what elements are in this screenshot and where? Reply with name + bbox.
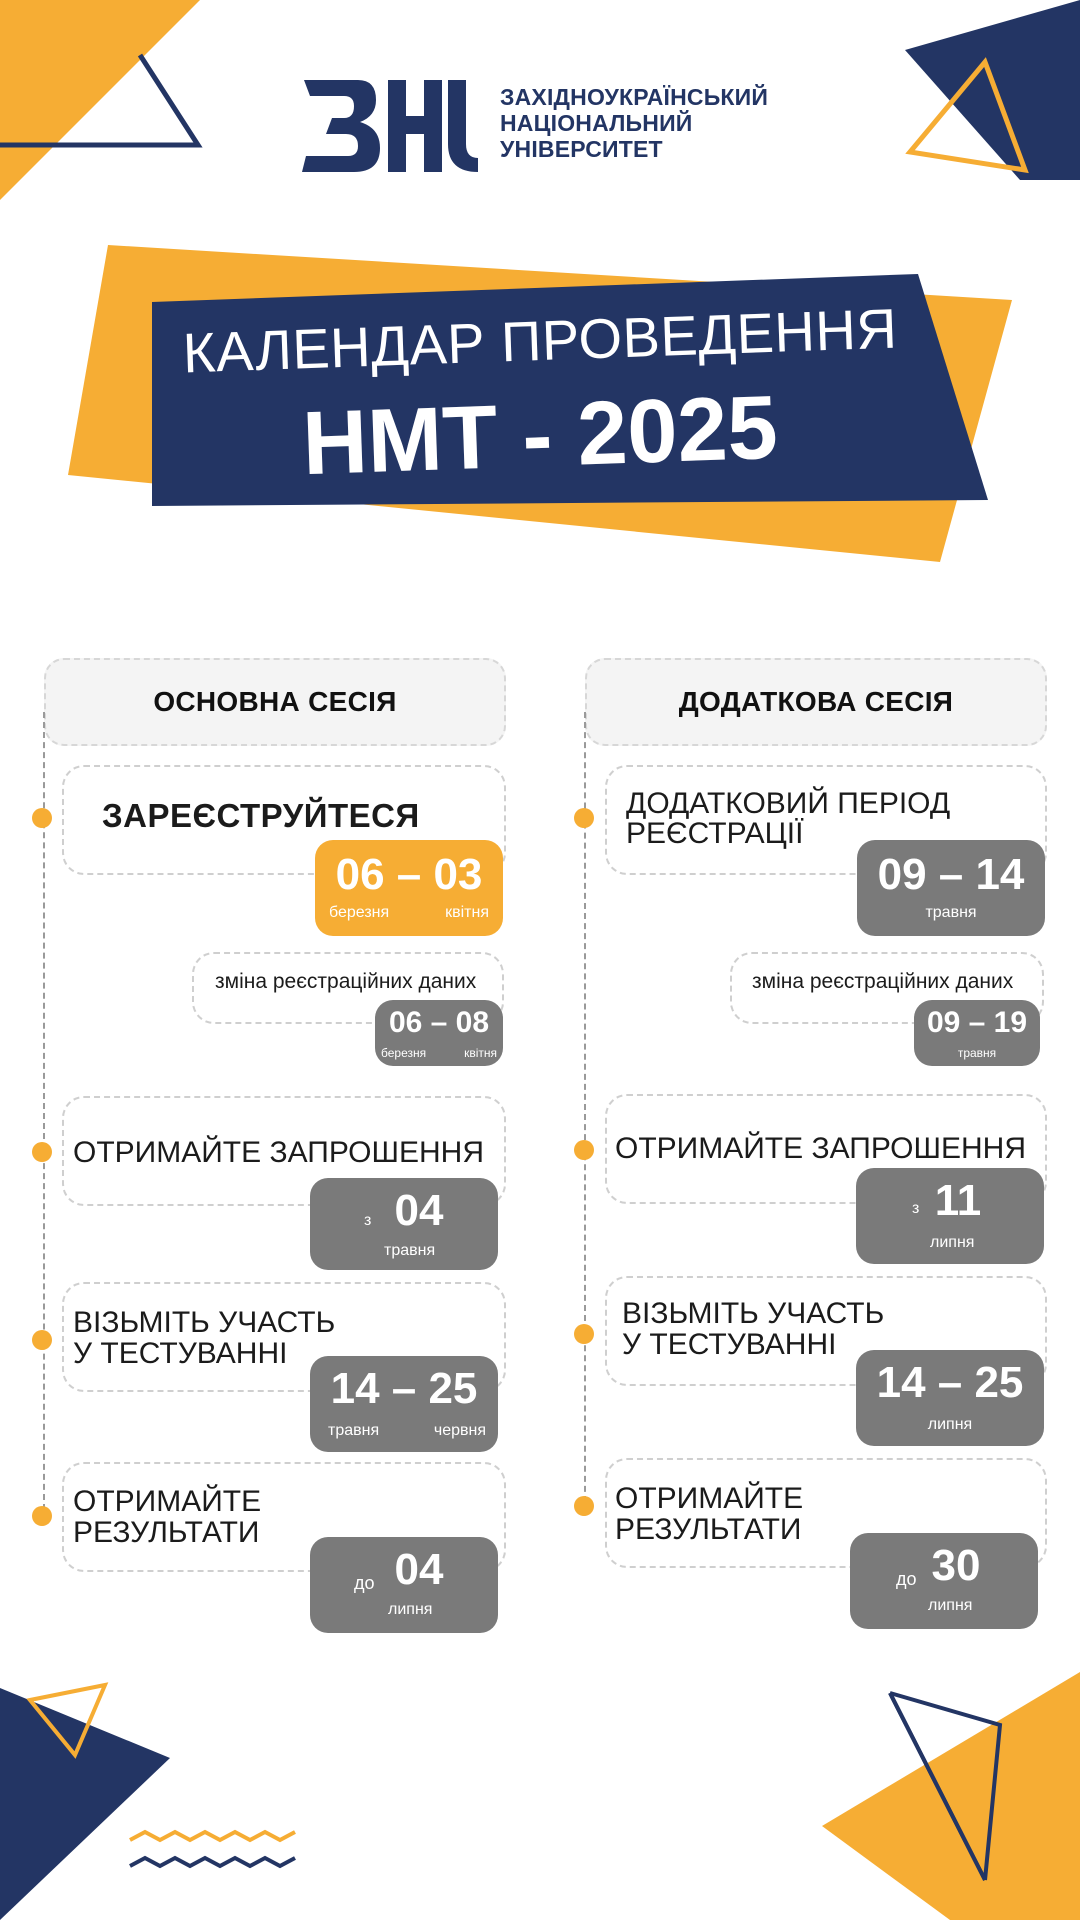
extra-session-header-label: ДОДАТКОВА СЕСІЯ (678, 686, 954, 717)
extra-register-month: травня (925, 904, 977, 921)
main-register-month-end: квітня (445, 904, 489, 921)
main-session-header-label: ОСНОВНА СЕСІЯ (153, 686, 397, 717)
main-test-label-line-2: У ТЕСТУВАННІ (73, 1337, 288, 1370)
extra-results-prefix: до (896, 1569, 917, 1589)
timeline-dot (32, 1506, 52, 1526)
main-results-label-line-2: РЕЗУЛЬТАТИ (73, 1516, 260, 1549)
extra-change-date: 09 – 19 (926, 1006, 1028, 1039)
timeline-dot (32, 808, 52, 828)
extra-change-label: зміна реєстраційних даних (752, 970, 1014, 993)
extra-invite-month: липня (930, 1234, 975, 1251)
main-change-label: зміна реєстраційних даних (215, 970, 477, 993)
extra-test-label-line-2: У ТЕСТУВАННІ (622, 1328, 837, 1361)
university-name-line-2: НАЦІОНАЛЬНИЙ (500, 110, 693, 136)
extra-results-label-line-1: ОТРИМАЙТЕ (615, 1482, 804, 1515)
extra-test-date: 14 – 25 (876, 1358, 1024, 1407)
extra-invite-date: 11 (934, 1176, 982, 1225)
extra-change-month: травня (957, 1046, 997, 1060)
page-title-line-2: НМТ - 2025 (300, 377, 780, 495)
main-register-label: ЗАРЕЄСТРУЙТЕСЯ (102, 797, 420, 834)
extra-session-timeline (584, 712, 586, 1512)
extra-session-header (585, 658, 1047, 746)
main-results-prefix: до (354, 1573, 375, 1593)
main-invite-date: 04 (394, 1186, 444, 1235)
page-title-line-1: КАЛЕНДАР ПРОВЕДЕННЯ (181, 296, 899, 385)
main-test-date: 14 – 25 (330, 1364, 478, 1413)
main-register-date-badge (315, 840, 503, 936)
extra-results-month: липня (928, 1597, 973, 1614)
university-logo-icon (296, 72, 486, 182)
extra-test-month: липня (927, 1416, 973, 1433)
extra-register-date-badge (857, 840, 1045, 936)
main-invite-month: травня (384, 1242, 436, 1259)
main-results-date-badge (310, 1537, 498, 1633)
main-invite-label: ОТРИМАЙТЕ ЗАПРОШЕННЯ (73, 1136, 485, 1169)
timeline-dot (574, 1496, 594, 1516)
main-change-date-badge (375, 1000, 503, 1066)
main-register-month-start: березня (329, 904, 390, 921)
main-test-label-line-1: ВІЗЬМІТЬ УЧАСТЬ (73, 1306, 336, 1339)
extra-results-label-line-2: РЕЗУЛЬТАТИ (615, 1513, 802, 1546)
extra-results-date: 30 (931, 1541, 981, 1590)
main-session-header (44, 658, 506, 746)
main-invite-prefix: з (364, 1212, 372, 1229)
main-test-month-start: травня (328, 1422, 380, 1439)
extra-test-label-line-1: ВІЗЬМІТЬ УЧАСТЬ (622, 1297, 885, 1330)
extra-change-date-badge (914, 1000, 1040, 1066)
timeline-dot (32, 1330, 52, 1350)
main-results-date: 04 (394, 1545, 444, 1594)
main-results-month: липня (388, 1601, 433, 1618)
extra-register-date: 09 – 14 (877, 850, 1025, 899)
extra-invite-label: ОТРИМАЙТЕ ЗАПРОШЕННЯ (615, 1132, 1027, 1165)
timeline-dot (574, 1324, 594, 1344)
main-change-month-start: березня (381, 1046, 427, 1060)
main-change-month-end: квітня (464, 1046, 497, 1060)
main-session-timeline (43, 712, 45, 1520)
extra-invite-date-badge (856, 1168, 1044, 1264)
main-invite-date-badge (310, 1178, 498, 1270)
extra-test-date-badge (856, 1350, 1044, 1446)
extra-register-label-line-2: РЕЄСТРАЦІЇ (626, 817, 804, 850)
extra-register-label-line-1: ДОДАТКОВИЙ ПЕРІОД (626, 787, 951, 820)
main-test-date-badge (310, 1356, 498, 1452)
university-name-line-3: УНІВЕРСИТЕТ (500, 136, 663, 162)
university-name-line-1: ЗАХІДНОУКРАЇНСЬКИЙ (500, 84, 769, 110)
main-change-date: 06 – 08 (388, 1006, 490, 1039)
timeline-dot (574, 1140, 594, 1160)
extra-invite-prefix: з (912, 1200, 920, 1217)
main-register-date: 06 – 03 (335, 850, 483, 899)
timeline-dot (32, 1142, 52, 1162)
extra-results-date-badge (850, 1533, 1038, 1629)
main-test-month-end: червня (433, 1422, 486, 1439)
main-results-label-line-1: ОТРИМАЙТЕ (73, 1485, 262, 1518)
timeline-dot (574, 808, 594, 828)
university-name (500, 84, 768, 162)
